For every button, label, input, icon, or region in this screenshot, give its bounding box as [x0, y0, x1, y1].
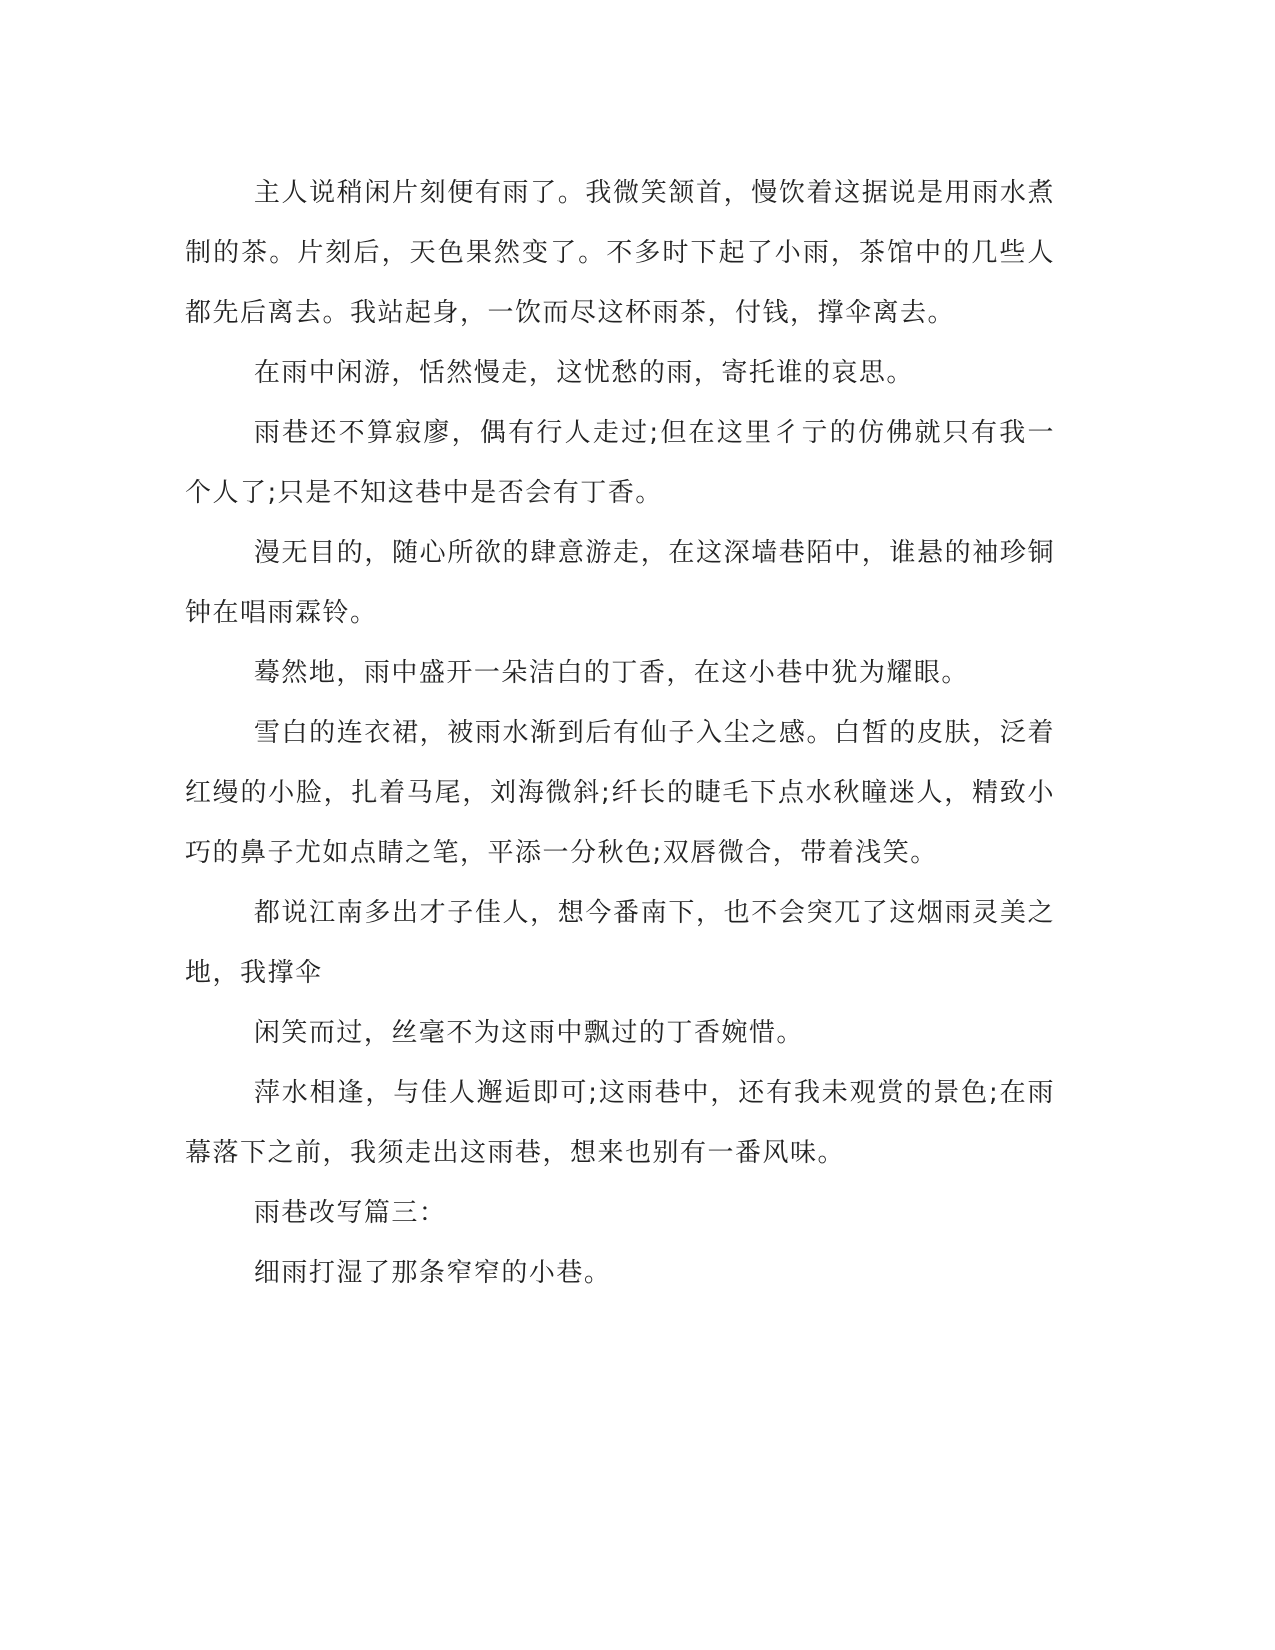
paragraph: 蓦然地，雨中盛开一朵洁白的丁香，在这小巷中犹为耀眼。: [253, 658, 969, 688]
paragraph: 萍水相逢，与佳人邂逅即可;这雨巷中，还有我未观赏的景色;在雨幕落下之前，我须走出这雨巷，想来也别有一番风味。: [185, 1078, 1055, 1168]
paragraph: 主人说稍闲片刻便有雨了。我微笑颔首，慢饮着这据说是用雨水煮制的茶。片刻后，天色果然变了。不多时下起了小雨，茶馆中的几些人都先后离去。我站起身，一饮而尽这杯雨茶，付钱，撑伞离去。: [185, 178, 1055, 328]
document-body: [185, 163, 1055, 1303]
paragraph: 雨巷还不算寂廖，偶有行人走过;但在这里彳亍的仿佛就只有我一个人了;只是不知这巷中是否会有丁香。: [185, 418, 1055, 508]
paragraph: 雪白的连衣裙，被雨水渐到后有仙子入尘之感。白皙的皮肤，泛着红缦的小脸，扎着马尾，刘海微斜;纤长的睫毛下点水秋瞳迷人，精致小巧的鼻子尤如点睛之笔，平添一分秋色;双唇微合，带着浅笑。: [185, 718, 1055, 868]
paragraph: 在雨中闲游，恬然慢走，这忧愁的雨，寄托谁的哀思。: [253, 358, 914, 388]
paragraph: 都说江南多出才子佳人，想今番南下，也不会突兀了这烟雨灵美之地，我撑伞: [185, 898, 1055, 988]
section-heading: 雨巷改写篇三：: [253, 1198, 447, 1228]
paragraph: 漫无目的，随心所欲的肆意游走，在这深墙巷陌中，谁悬的袖珍铜钟在唱雨霖铃。: [185, 538, 1055, 628]
paragraph: 细雨打湿了那条窄窄的小巷。: [253, 1258, 612, 1288]
paragraph: 闲笑而过，丝毫不为这雨中飘过的丁香婉惜。: [253, 1018, 804, 1048]
